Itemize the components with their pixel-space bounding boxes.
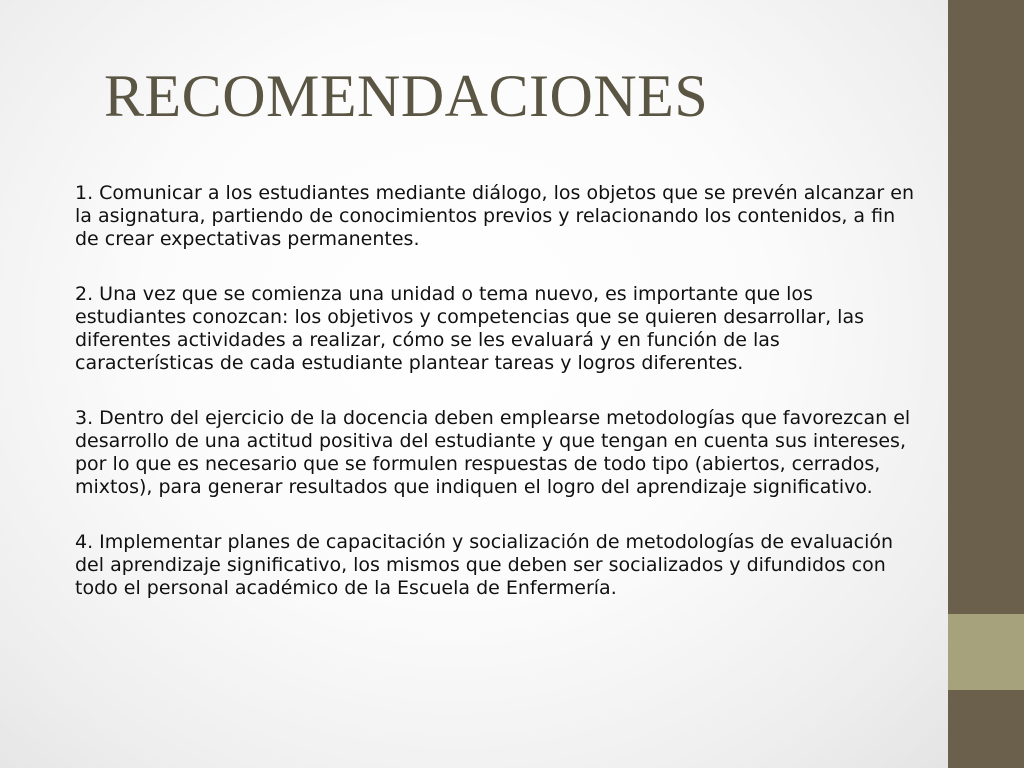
decorative-sidebar (948, 0, 1024, 768)
recommendation-1: 1. Comunicar a los estudiantes mediante diálogo, los objetos que se prevén alcanzar en la asignatura, partiendo de conocimientos previos y relacionando los contenidos, a fin de crear expectativas permanentes. (75, 182, 915, 250)
recommendation-4: 4. Implementar planes de capacitación y socialización de metodologías de evaluación del aprendizaje significativo, los mismos que deben ser socializados y difundidos con todo el personal académico de la Escuela de Enfermería. (75, 531, 894, 599)
slide-title: RECOMENDACIONES (104, 63, 709, 129)
recommendation-3: 3. Dentro del ejercicio de la docencia deben emplearse metodologías que favorezcan el desarrollo de una actitud positiva del estudiante y que tengan en cuenta sus intereses, por lo que es necesario que se formulen respuestas de todo tipo (abiertos, cerrados, mixtos), para generar resultados que indiquen el logro del aprendizaje significativo. (75, 407, 911, 498)
sidebar-accent-block (948, 614, 1024, 690)
recommendation-2: 2. Una vez que se comienza una unidad o tema nuevo, es importante que los estudiantes conozcan: los objetivos y competencias que se quieren desarrollar, las diferentes actividades a realizar, cómo se les evaluará y en función de las características de cada estudiante plantear tareas y logros diferentes. (75, 283, 864, 374)
slide-body (75, 182, 915, 632)
